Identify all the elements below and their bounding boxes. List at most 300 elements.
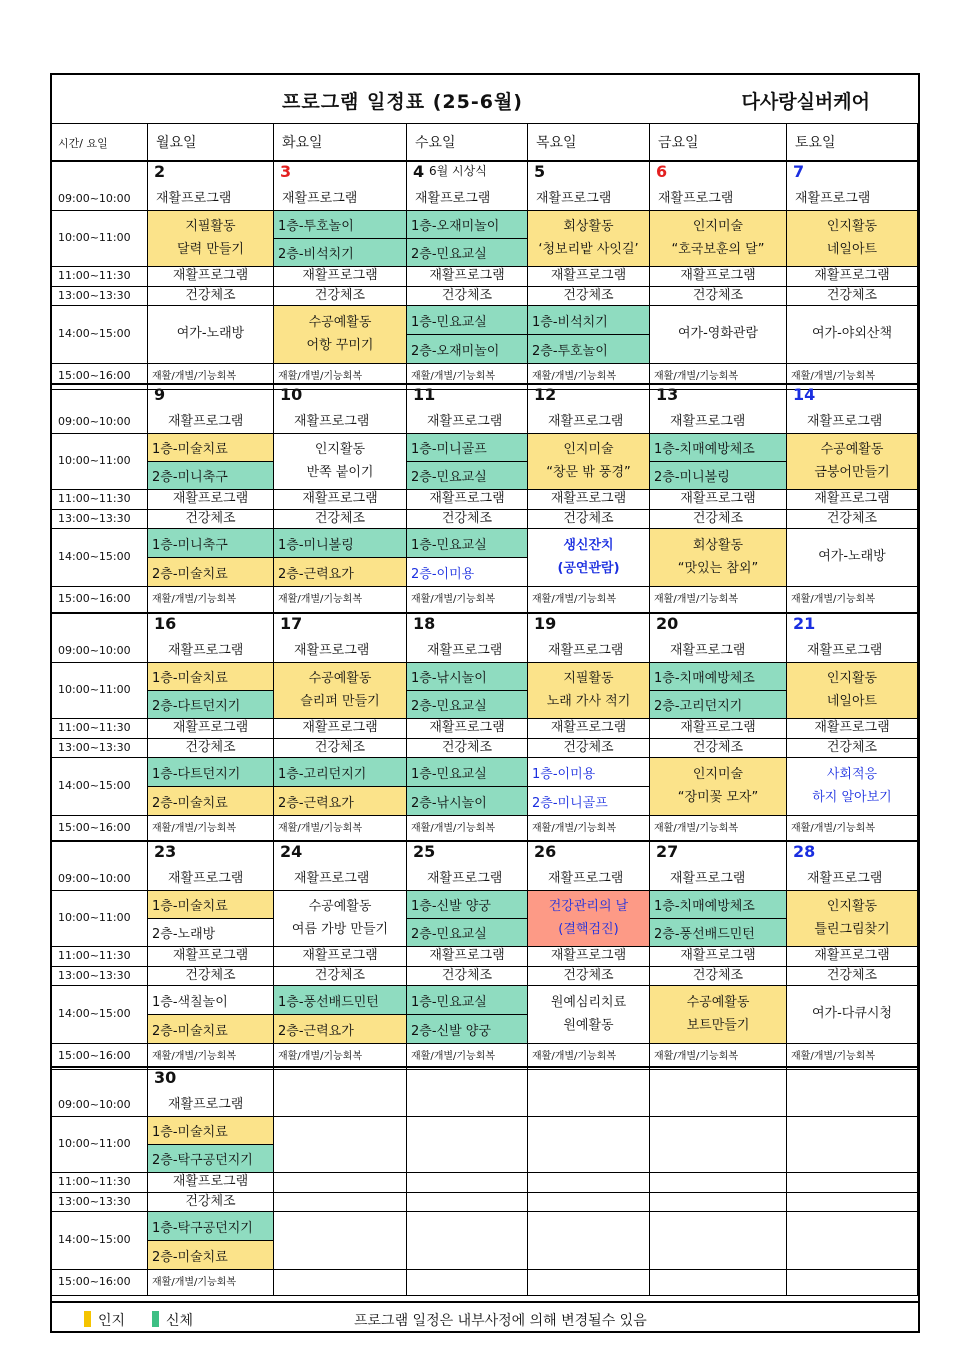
rehab-program: 재활프로그램 <box>148 267 274 287</box>
time-label-t1300: 13:00~13:30 <box>52 510 148 529</box>
am-activity-floor2: 2층-민요교실 <box>407 239 528 267</box>
rehab-program: 재활프로그램 <box>415 190 491 206</box>
individual-recovery: 재활/개별/기능회복 <box>148 364 274 390</box>
rehab-program: 재활프로그램 <box>168 642 244 658</box>
rehab-program: 재활프로그램 <box>274 947 407 967</box>
am-activity-line: 틀린그림찾기 <box>814 921 890 937</box>
week-divider <box>52 160 918 162</box>
individual-recovery: 재활/개별/기능회복 <box>650 364 787 390</box>
date-cell <box>407 613 528 663</box>
empty-cell <box>407 1193 528 1212</box>
empty-cell <box>650 1173 787 1193</box>
time-label-t1400: 14:00~15:00 <box>52 1212 148 1270</box>
rehab-program: 재활프로그램 <box>407 719 528 739</box>
date-number: 18 <box>413 614 436 633</box>
date-cell <box>274 613 407 663</box>
am-activity-floor1: 1층-미술치료 <box>148 663 274 691</box>
date-cell <box>650 613 787 663</box>
empty-cell <box>650 1067 787 1117</box>
individual-recovery: 재활/개별/기능회복 <box>407 1044 528 1070</box>
health-exercise: 건강체조 <box>528 739 650 758</box>
am-activity-line: “창문 밖 풍경” <box>546 464 631 480</box>
rehab-program: 재활프로그램 <box>536 190 612 206</box>
pm-activity <box>274 306 407 364</box>
date-number: 9 <box>154 385 166 404</box>
individual-recovery: 재활/개별/기능회복 <box>148 587 274 613</box>
rehab-program: 재활프로그램 <box>807 642 883 658</box>
health-exercise: 건강체조 <box>407 287 528 306</box>
rehab-program: 재활프로그램 <box>528 267 650 287</box>
am-activity-floor1: 1층-미술치료 <box>148 1117 274 1145</box>
am-activity-floor2: 2층-비석치기 <box>274 239 407 267</box>
rehab-program: 재활프로그램 <box>294 642 370 658</box>
health-exercise: 건강체조 <box>528 967 650 986</box>
date-cell <box>148 1067 274 1117</box>
date-cell <box>407 384 528 434</box>
day-header-5: 금요일 <box>650 123 787 161</box>
pm-activity-line: 회상활동 <box>692 538 744 554</box>
am-activity-floor1: 1층-신발 양궁 <box>407 891 528 919</box>
pm-activity-floor2: 2층-근력요가 <box>274 1015 407 1044</box>
am-activity-floor1: 1층-미니골프 <box>407 434 528 462</box>
rehab-program: 재활프로그램 <box>274 719 407 739</box>
pm-activity-line: 보트만들기 <box>686 1017 750 1033</box>
rehab-program: 재활프로그램 <box>795 190 871 206</box>
empty-cell <box>650 1193 787 1212</box>
time-label-t0900: 09:00~10:00 <box>52 384 148 434</box>
pm-activity <box>650 758 787 816</box>
pm-activity-floor2: 2층-낚시놀이 <box>407 787 528 816</box>
health-exercise: 건강체조 <box>274 287 407 306</box>
rehab-program: 재활프로그램 <box>787 947 918 967</box>
pm-activity <box>528 529 650 587</box>
rehab-program: 재활프로그램 <box>650 490 787 510</box>
individual-recovery: 재활/개별/기능회복 <box>274 1044 407 1070</box>
empty-cell <box>274 1193 407 1212</box>
pm-activity-line: 하지 알아보기 <box>812 789 892 805</box>
date-cell <box>148 613 274 663</box>
pm-activity <box>787 306 918 364</box>
pm-activity-line: 여가-영화관람 <box>677 326 759 342</box>
health-exercise: 건강체조 <box>528 510 650 529</box>
pm-activity-floor2: 2층-근력요가 <box>274 558 407 587</box>
pm-activity-floor1: 1층-풍선배드민턴 <box>274 986 407 1015</box>
individual-recovery: 재활/개별/기능회복 <box>528 1044 650 1070</box>
date-cell <box>650 161 787 211</box>
pm-activity <box>148 306 274 364</box>
pm-activity-floor1: 1층-민요교실 <box>407 529 528 558</box>
date-cell <box>274 161 407 211</box>
time-label-t0900: 09:00~10:00 <box>52 613 148 663</box>
day-header-1: 월요일 <box>148 123 274 161</box>
pm-activity-line: 원예활동 <box>563 1017 614 1033</box>
date-cell <box>407 161 528 211</box>
pm-activity-floor2: 2층-오재미놀이 <box>407 335 528 364</box>
rehab-program: 재활프로그램 <box>427 870 503 886</box>
rehab-program: 재활프로그램 <box>168 1096 244 1112</box>
date-number: 3 <box>280 162 292 181</box>
individual-recovery: 재활/개별/기능회복 <box>274 816 407 842</box>
health-exercise: 건강체조 <box>274 739 407 758</box>
pm-activity-floor2: 2층-투호놀이 <box>528 335 650 364</box>
am-activity-line: 인지활동 <box>826 219 878 235</box>
empty-cell <box>787 1173 918 1193</box>
am-activity-line: 인지활동 <box>314 442 366 458</box>
date-number: 23 <box>154 842 177 861</box>
rehab-program: 재활프로그램 <box>528 947 650 967</box>
time-label-t1100: 11:00~11:30 <box>52 947 148 967</box>
rehab-program: 재활프로그램 <box>528 719 650 739</box>
date-cell <box>787 841 918 891</box>
am-activity-floor2: 2층-민요교실 <box>407 919 528 947</box>
date-number: 10 <box>280 385 303 404</box>
date-number: 19 <box>534 614 557 633</box>
am-activity <box>787 211 918 267</box>
am-activity-line: (결핵검진) <box>558 921 619 937</box>
empty-cell <box>274 1067 407 1117</box>
date-cell <box>528 841 650 891</box>
rehab-program: 재활프로그램 <box>294 870 370 886</box>
day-header-3: 수요일 <box>407 123 528 161</box>
empty-cell <box>274 1117 407 1173</box>
am-activity-line: 수공예활동 <box>308 899 372 915</box>
health-exercise: 건강체조 <box>407 967 528 986</box>
health-exercise: 건강체조 <box>787 967 918 986</box>
empty-cell <box>650 1270 787 1296</box>
am-activity-line: 수공예활동 <box>820 442 884 458</box>
date-cell <box>650 841 787 891</box>
date-cell <box>787 613 918 663</box>
am-activity-line: 인지미술 <box>692 219 744 235</box>
individual-recovery: 재활/개별/기능회복 <box>528 816 650 842</box>
health-exercise: 건강체조 <box>148 287 274 306</box>
rehab-program: 재활프로그램 <box>148 719 274 739</box>
rehab-program: 재활프로그램 <box>407 947 528 967</box>
pm-activity-floor2: 2층-미니골프 <box>528 787 650 816</box>
empty-cell <box>787 1193 918 1212</box>
pm-activity-line: 어항 꾸미기 <box>306 337 374 353</box>
rehab-program: 재활프로그램 <box>787 267 918 287</box>
individual-recovery: 재활/개별/기능회복 <box>650 1044 787 1070</box>
date-number: 7 <box>793 162 805 181</box>
am-activity <box>148 211 274 267</box>
am-activity-line: 네일아트 <box>826 693 878 709</box>
legend-note: 프로그램 일정은 내부사정에 의해 변경될수 있음 <box>354 1313 647 1329</box>
pm-activity-line: 수공예활동 <box>308 315 372 331</box>
empty-cell <box>274 1173 407 1193</box>
empty-cell <box>650 1117 787 1173</box>
am-activity-floor2: 2층-고리던지기 <box>650 691 787 719</box>
am-activity <box>528 211 650 267</box>
am-activity-floor2: 2층-민요교실 <box>407 691 528 719</box>
date-cell <box>407 841 528 891</box>
empty-cell <box>528 1212 650 1270</box>
am-activity-line: 달력 만들기 <box>177 241 244 257</box>
individual-recovery: 재활/개별/기능회복 <box>650 816 787 842</box>
day-header-4: 목요일 <box>528 123 650 161</box>
pm-activity <box>650 529 787 587</box>
schedule-sheet <box>50 73 920 1333</box>
cognitive-swatch-icon <box>84 1311 91 1327</box>
health-exercise: 건강체조 <box>274 510 407 529</box>
rehab-program: 재활프로그램 <box>548 413 624 429</box>
rehab-program: 재활프로그램 <box>548 870 624 886</box>
pm-activity-line: “맛있는 참외” <box>677 560 759 576</box>
date-number: 12 <box>534 385 557 404</box>
rehab-program: 재활프로그램 <box>787 719 918 739</box>
rehab-program: 재활프로그램 <box>427 642 503 658</box>
time-label-t1100: 11:00~11:30 <box>52 719 148 739</box>
empty-cell <box>528 1193 650 1212</box>
empty-cell <box>407 1067 528 1117</box>
pm-activity-line: 수공예활동 <box>686 995 750 1011</box>
rehab-program: 재활프로그램 <box>148 1173 274 1193</box>
date-number: 2 <box>154 162 166 181</box>
am-activity-floor2: 2층-다트던지기 <box>148 691 274 719</box>
health-exercise: 건강체조 <box>407 510 528 529</box>
time-label-t0900: 09:00~10:00 <box>52 161 148 211</box>
am-activity <box>787 891 918 947</box>
pm-activity-floor2: 2층-미술치료 <box>148 1241 274 1270</box>
empty-cell <box>787 1212 918 1270</box>
pm-activity-floor1: 1층-이미용 <box>528 758 650 787</box>
am-activity <box>274 891 407 947</box>
date-number: 11 <box>413 385 436 404</box>
date-number: 13 <box>656 385 679 404</box>
am-activity-floor1: 1층-투호놀이 <box>274 211 407 239</box>
individual-recovery: 재활/개별/기능회복 <box>650 587 787 613</box>
physical-swatch-icon <box>152 1311 159 1327</box>
am-activity-floor1: 1층-미술치료 <box>148 891 274 919</box>
pm-activity <box>650 986 787 1044</box>
week-divider <box>52 612 918 614</box>
rehab-program: 재활프로그램 <box>407 490 528 510</box>
pm-activity-floor1: 1층-탁구공던지기 <box>148 1212 274 1241</box>
rehab-program: 재활프로그램 <box>807 870 883 886</box>
time-label-t1400: 14:00~15:00 <box>52 986 148 1044</box>
health-exercise: 건강체조 <box>787 287 918 306</box>
pm-activity-line: 여가-야외산책 <box>811 326 893 342</box>
health-exercise: 건강체조 <box>787 739 918 758</box>
am-activity <box>528 663 650 719</box>
pm-activity-floor1: 1층-민요교실 <box>407 986 528 1015</box>
am-activity-floor2: 2층-미니축구 <box>148 462 274 490</box>
time-label-t1300: 13:00~13:30 <box>52 967 148 986</box>
am-activity-line: 슬리퍼 만들기 <box>300 693 380 709</box>
pm-activity-floor1: 1층-다트던지기 <box>148 758 274 787</box>
date-cell <box>274 841 407 891</box>
am-activity-floor2: 2층-미니볼링 <box>650 462 787 490</box>
pm-activity-floor1: 1층-고리던지기 <box>274 758 407 787</box>
legend-cognitive: 인지 <box>98 1313 126 1329</box>
individual-recovery: 재활/개별/기능회복 <box>274 587 407 613</box>
legend <box>52 1301 918 1335</box>
am-activity <box>787 663 918 719</box>
pm-activity-floor2: 2층-미술치료 <box>148 787 274 816</box>
am-activity-floor1: 1층-치매예방체조 <box>650 434 787 462</box>
rehab-program: 재활프로그램 <box>650 719 787 739</box>
am-activity <box>787 434 918 490</box>
empty-cell <box>407 1173 528 1193</box>
time-label-t1400: 14:00~15:00 <box>52 306 148 364</box>
individual-recovery: 재활/개별/기능회복 <box>787 364 918 390</box>
am-activity-line: 네일아트 <box>826 241 878 257</box>
empty-cell <box>274 1212 407 1270</box>
pm-activity-floor1: 1층-미니축구 <box>148 529 274 558</box>
day-header-0: 시간/ 요일 <box>52 123 148 161</box>
rehab-program: 재활프로그램 <box>807 413 883 429</box>
date-number: 20 <box>656 614 679 633</box>
rehab-program: 재활프로그램 <box>294 413 370 429</box>
am-activity-floor1: 1층-오재미놀이 <box>407 211 528 239</box>
date-number: 26 <box>534 842 557 861</box>
date-cell <box>528 161 650 211</box>
empty-cell <box>407 1117 528 1173</box>
date-number: 5 <box>534 162 546 181</box>
rehab-program: 재활프로그램 <box>670 413 746 429</box>
week-divider <box>52 383 918 385</box>
am-activity <box>528 434 650 490</box>
health-exercise: 건강체조 <box>650 739 787 758</box>
rehab-program: 재활프로그램 <box>650 267 787 287</box>
pm-activity-floor1: 1층-민요교실 <box>407 306 528 335</box>
rehab-program: 재활프로그램 <box>148 947 274 967</box>
am-activity-line: 건강관리의 날 <box>548 899 629 915</box>
rehab-program: 재활프로그램 <box>658 190 734 206</box>
pm-activity <box>787 758 918 816</box>
date-number: 6 <box>656 162 668 181</box>
date-cell <box>787 384 918 434</box>
time-label-t1400: 14:00~15:00 <box>52 529 148 587</box>
pm-activity-floor1: 1층-색칠놀이 <box>148 986 274 1015</box>
pm-activity <box>787 986 918 1044</box>
rehab-program: 재활프로그램 <box>670 870 746 886</box>
empty-cell <box>528 1117 650 1173</box>
time-label-t1100: 11:00~11:30 <box>52 1173 148 1193</box>
date-number: 16 <box>154 614 177 633</box>
time-label-t0900: 09:00~10:00 <box>52 841 148 891</box>
time-label-t1500: 15:00~16:00 <box>52 587 148 613</box>
time-label-t1400: 14:00~15:00 <box>52 758 148 816</box>
time-label-t0900: 09:00~10:00 <box>52 1067 148 1117</box>
pm-activity-floor1: 1층-비석치기 <box>528 306 650 335</box>
rehab-program: 재활프로그램 <box>148 490 274 510</box>
individual-recovery: 재활/개별/기능회복 <box>528 364 650 390</box>
time-label-t1500: 15:00~16:00 <box>52 816 148 842</box>
am-activity-floor2: 2층-노래방 <box>148 919 274 947</box>
pm-activity-floor2: 2층-미술치료 <box>148 1015 274 1044</box>
am-activity-line: 수공예활동 <box>308 671 372 687</box>
am-activity-floor2: 2층-풍선배드민턴 <box>650 919 787 947</box>
empty-cell <box>528 1067 650 1117</box>
health-exercise: 건강체조 <box>650 510 787 529</box>
pm-activity-line: 여가-노래방 <box>818 549 886 565</box>
health-exercise: 건강체조 <box>148 1193 274 1212</box>
individual-recovery: 재활/개별/기능회복 <box>528 587 650 613</box>
time-label-t1300: 13:00~13:30 <box>52 1193 148 1212</box>
individual-recovery: 재활/개별/기능회복 <box>274 364 407 390</box>
pm-activity-floor2: 2층-근력요가 <box>274 787 407 816</box>
header <box>52 75 918 124</box>
am-activity-line: 금붕어만들기 <box>814 464 890 480</box>
am-activity <box>650 211 787 267</box>
am-activity-line: 인지활동 <box>826 671 878 687</box>
date-number: 21 <box>793 614 816 633</box>
time-label-t1300: 13:00~13:30 <box>52 739 148 758</box>
am-activity <box>274 434 407 490</box>
health-exercise: 건강체조 <box>148 739 274 758</box>
pm-activity-line: 사회적응 <box>826 767 878 783</box>
rehab-program: 재활프로그램 <box>168 870 244 886</box>
date-cell <box>274 384 407 434</box>
health-exercise: 건강체조 <box>148 510 274 529</box>
date-cell <box>148 161 274 211</box>
date-number: 30 <box>154 1068 177 1087</box>
date-number: 4 <box>413 162 425 181</box>
rehab-program: 재활프로그램 <box>274 267 407 287</box>
individual-recovery: 재활/개별/기능회복 <box>407 816 528 842</box>
time-label-t1500: 15:00~16:00 <box>52 1044 148 1070</box>
pm-activity-line: (공연관람) <box>557 560 620 576</box>
time-label-t1000: 10:00~11:00 <box>52 663 148 719</box>
week-divider <box>52 1066 918 1068</box>
date-number: 28 <box>793 842 816 861</box>
time-label-t1100: 11:00~11:30 <box>52 490 148 510</box>
health-exercise: 건강체조 <box>274 967 407 986</box>
time-label-t1100: 11:00~11:30 <box>52 267 148 287</box>
am-activity <box>274 663 407 719</box>
empty-cell <box>787 1117 918 1173</box>
date-number: 27 <box>656 842 679 861</box>
pm-activity-floor2: 2층-미술치료 <box>148 558 274 587</box>
date-cell <box>528 384 650 434</box>
time-label-t1500: 15:00~16:00 <box>52 1270 148 1296</box>
am-activity-floor1: 1층-미술치료 <box>148 434 274 462</box>
date-number: 17 <box>280 614 303 633</box>
day-header-6: 토요일 <box>787 123 918 161</box>
health-exercise: 건강체조 <box>787 510 918 529</box>
empty-cell <box>787 1270 918 1296</box>
date-cell <box>650 384 787 434</box>
rehab-program: 재활프로그램 <box>282 190 358 206</box>
health-exercise: 건강체조 <box>650 967 787 986</box>
rehab-program: 재활프로그램 <box>650 947 787 967</box>
time-label-t1000: 10:00~11:00 <box>52 891 148 947</box>
rehab-program: 재활프로그램 <box>274 490 407 510</box>
am-activity-line: ‘청보리밭 사잇길’ <box>538 241 639 257</box>
empty-cell <box>650 1212 787 1270</box>
empty-cell <box>787 1067 918 1117</box>
am-activity-line: 여름 가방 만들기 <box>291 921 389 937</box>
pm-activity <box>787 529 918 587</box>
empty-cell <box>528 1270 650 1296</box>
rehab-program: 재활프로그램 <box>528 490 650 510</box>
empty-cell <box>407 1212 528 1270</box>
date-cell <box>148 841 274 891</box>
individual-recovery: 재활/개별/기능회복 <box>148 1044 274 1070</box>
pm-activity-floor1: 1층-미니볼링 <box>274 529 407 558</box>
pm-activity <box>650 306 787 364</box>
time-label-t1000: 10:00~11:00 <box>52 1117 148 1173</box>
individual-recovery: 재활/개별/기능회복 <box>407 587 528 613</box>
rehab-program: 재활프로그램 <box>548 642 624 658</box>
individual-recovery: 재활/개별/기능회복 <box>787 587 918 613</box>
rehab-program: 재활프로그램 <box>427 413 503 429</box>
pm-activity-line: 여가-노래방 <box>176 326 245 342</box>
day-header-2: 화요일 <box>274 123 407 161</box>
pm-activity-floor1: 1층-민요교실 <box>407 758 528 787</box>
am-activity-floor2: 2층-민요교실 <box>407 462 528 490</box>
